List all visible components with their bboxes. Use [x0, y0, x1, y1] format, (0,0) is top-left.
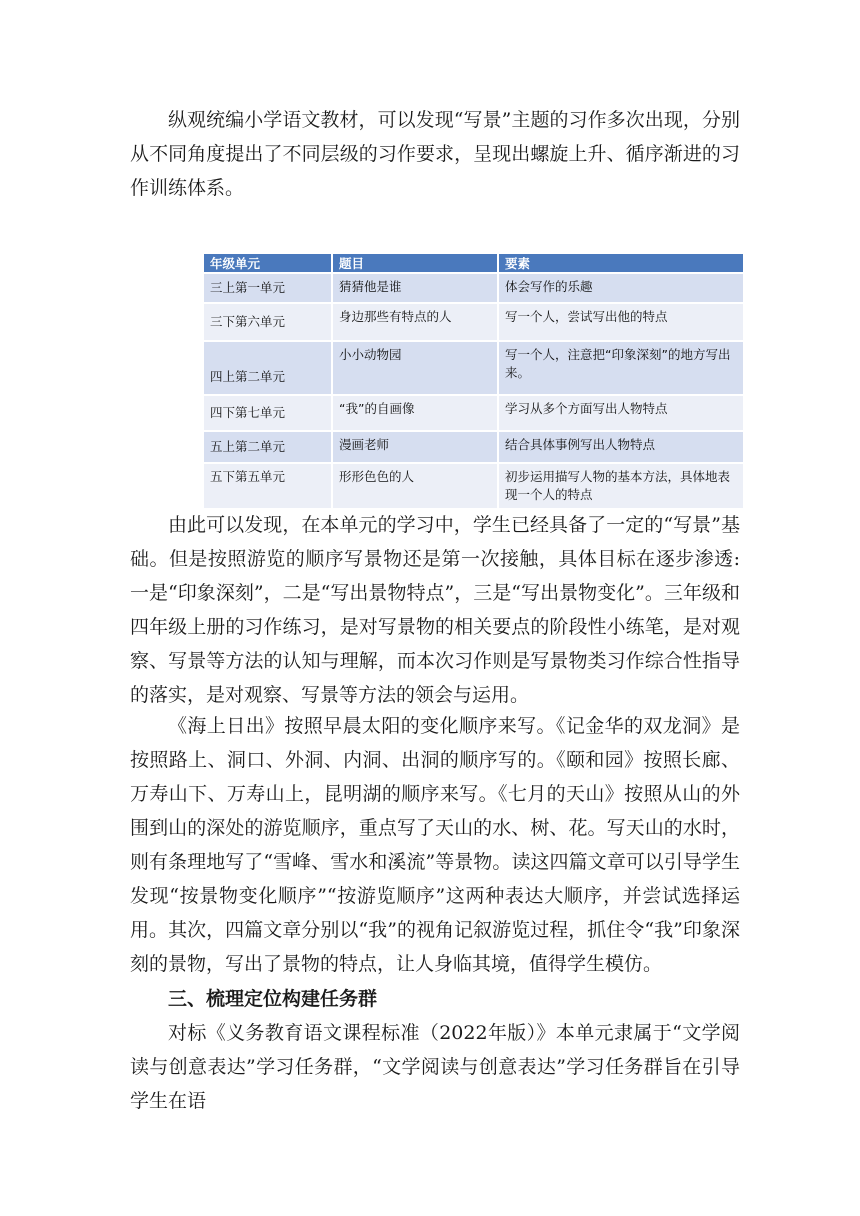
writing-requirements-table [204, 254, 745, 508]
intro-paragraph: 纵观统编小学语文教材，可以发现“写景”主题的习作多次出现，分别从不同角度提出了不同层级的习作要求，呈现出螺旋上升、循序渐进的习作训练体系。 [130, 109, 740, 199]
table-row [204, 303, 744, 341]
table-cell-element: 写一个人，注意把“印象深刻”的地方写出来。 [498, 341, 744, 395]
table-cell-title: 小小动物园 [332, 341, 498, 395]
table-cell-grade: 三下第六单元 [204, 303, 332, 341]
writing-requirements-table-image [200, 246, 790, 504]
section-heading: 三、梳理定位构建任务群 [168, 988, 378, 1010]
discovery-paragraph: 由此可以发现，在本单元的学习中，学生已经具备了一定的“写景”基础。但是按照游览的顺序写景物还是第一次接触，具体目标在逐步渗透:一是“印象深刻”，二是“写出景物特点”，三是“写出景物变化”。三年级和四年级上册的习作练习，是对写景物的相关要点的阶段性小练笔，是对观察、写景等方法的认知与理解，而本次习作则是写景物类习作综合性指导的落实，是对观察、写景等方法的领会与运用。 [130, 514, 740, 706]
table-cell-title: 漫画老师 [332, 431, 498, 463]
table-row [204, 395, 744, 431]
table-cell-grade: 三上第一单元 [204, 273, 332, 303]
table-cell-grade: 四下第七单元 [204, 395, 332, 431]
table-header-title: 题目 [332, 254, 498, 273]
table-cell-title: “我”的自画像 [332, 395, 498, 431]
table-cell-grade: 四上第二单元 [204, 341, 332, 395]
table-cell-title: 身边那些有特点的人 [332, 303, 498, 341]
texts-paragraph: 《海上日出》按照早晨太阳的变化顺序来写。《记金华的双龙洞》是按照路上、洞口、外洞、内洞、出洞的顺序写的。《颐和园》按照长廊、万寿山下、万寿山上，昆明湖的顺序来写。《七月的天山》按照从山的外围到山的深处的游览顺序，重点写了天山的水、树、花。写天山的水时，则有条理地写了“雪峰、雪水和溪流”等景物。读这四篇文章可以引导学生发现“按景物变化顺序”“按游览顺序”这两种表达大顺序，并尝试选择运用。其次，四篇文章分别以“我”的视角记叙游览过程，抓住令“我”印象深刻的景物，写出了景物的特点，让人身临其境，值得学生模仿。 [130, 715, 740, 975]
table-header-grade: 年级单元 [204, 254, 332, 273]
table-row [204, 431, 744, 463]
standard-paragraph: 对标《义务教育语文课程标准（2022年版）》本单元隶属于“文学阅读与创意表达”学习任务群，“文学阅读与创意表达”学习任务群旨在引导学生在语 [130, 1022, 740, 1112]
table-header-row [204, 254, 744, 273]
table-cell-grade: 五上第二单元 [204, 431, 332, 463]
table-cell-title: 猜猜他是谁 [332, 273, 498, 303]
table-row [204, 341, 744, 395]
table-cell-element: 学习从多个方面写出人物特点 [498, 395, 744, 431]
table-cell-element: 初步运用描写人物的基本方法，具体地表现一个人的特点 [498, 463, 744, 508]
table-cell-element: 体会写作的乐趣 [498, 273, 744, 303]
table-cell-element: 结合具体事例写出人物特点 [498, 431, 744, 463]
table-cell-title: 形形色色的人 [332, 463, 498, 508]
table-cell-grade: 五下第五单元 [204, 463, 332, 508]
table-cell-element: 写一个人，尝试写出他的特点 [498, 303, 744, 341]
table-row [204, 273, 744, 303]
table-row [204, 463, 744, 508]
table-header-element: 要素 [498, 254, 744, 273]
